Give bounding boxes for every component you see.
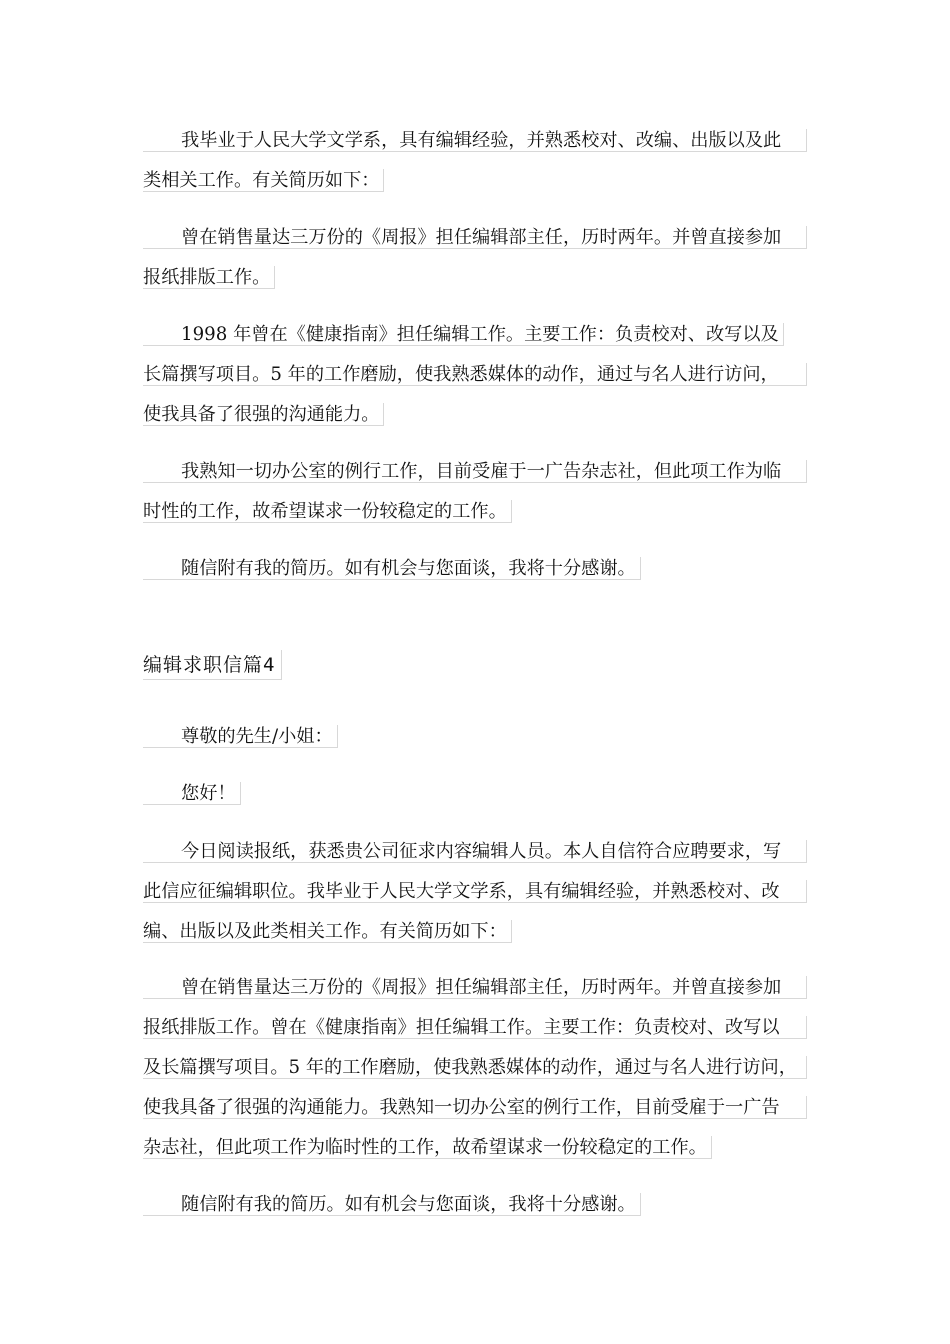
text-line: 我毕业于人民大学文学系，具有编辑经验，并熟悉校对、改编、出版以及此 bbox=[143, 129, 807, 152]
text-line: 随信附有我的简历。如有机会与您面谈，我将十分感谢。 bbox=[143, 557, 641, 580]
text-line: 我熟知一切办公室的例行工作，目前受雇于一广告杂志社，但此项工作为临 bbox=[143, 460, 807, 483]
text-line: 此信应征编辑职位。我毕业于人民大学文学系，具有编辑经验，并熟悉校对、改 bbox=[143, 880, 807, 903]
text-line: 曾在销售量达三万份的《周报》担任编辑部主任，历时两年。并曾直接参加 bbox=[143, 226, 807, 249]
section-heading: 编辑求职信篇4 bbox=[143, 650, 282, 680]
text-line: 报纸排版工作。曾在《健康指南》担任编辑工作。主要工作：负责校对、改写以 bbox=[143, 1016, 807, 1039]
closing-line: 随信附有我的简历。如有机会与您面谈，我将十分感谢。 bbox=[143, 1193, 641, 1216]
greeting: 您好！ bbox=[143, 782, 241, 805]
text-line: 编、出版以及此类相关工作。有关简历如下： bbox=[143, 920, 512, 943]
text-line: 长篇撰写项目。5 年的工作磨励，使我熟悉媒体的动作，通过与名人进行访问， bbox=[143, 363, 807, 386]
text-line: 使我具备了很强的沟通能力。我熟知一切办公室的例行工作，目前受雇于一广告 bbox=[143, 1096, 807, 1119]
text-line: 报纸排版工作。 bbox=[143, 266, 275, 289]
text-line: 杂志社，但此项工作为临时性的工作，故希望谋求一份较稳定的工作。 bbox=[143, 1136, 712, 1159]
text-line: 今日阅读报纸，获悉贵公司征求内容编辑人员。本人自信符合应聘要求，写 bbox=[143, 840, 807, 863]
text-line: 使我具备了很强的沟通能力。 bbox=[143, 403, 384, 426]
salutation: 尊敬的先生/小姐： bbox=[143, 725, 338, 748]
text-line: 1998 年曾在《健康指南》担任编辑工作。主要工作：负责校对、改写以及 bbox=[143, 323, 784, 346]
text-line: 曾在销售量达三万份的《周报》担任编辑部主任，历时两年。并曾直接参加 bbox=[143, 976, 807, 999]
text-line: 类相关工作。有关简历如下： bbox=[143, 169, 384, 192]
text-line: 及长篇撰写项目。5 年的工作磨励，使我熟悉媒体的动作，通过与名人进行访问， bbox=[143, 1056, 807, 1079]
text-line: 时性的工作，故希望谋求一份较稳定的工作。 bbox=[143, 500, 512, 523]
